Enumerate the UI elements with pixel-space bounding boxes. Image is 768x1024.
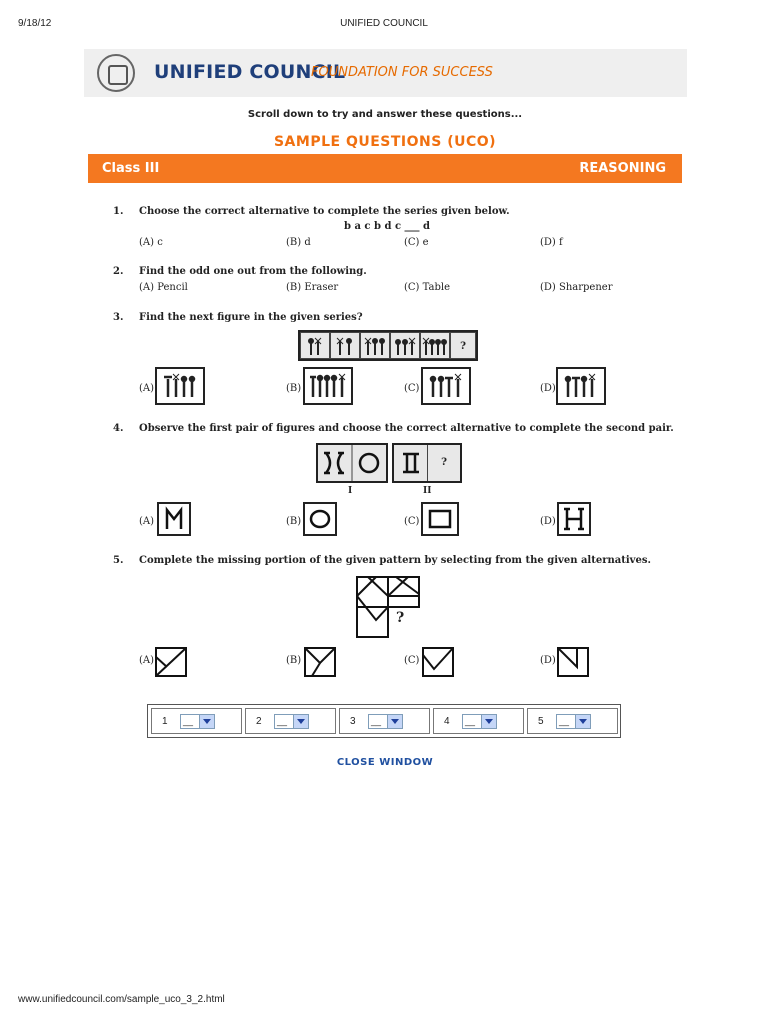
series-figure-4	[390, 332, 420, 359]
pins-figure-icon	[305, 369, 351, 403]
option-c: (C)	[404, 383, 420, 394]
figure-series	[298, 330, 478, 361]
answer-number: 3	[350, 716, 356, 727]
option-d: (D)	[540, 655, 556, 666]
option-d: (D)	[540, 516, 556, 527]
pair-figure-icon	[559, 504, 589, 534]
pair-figure-icon	[318, 445, 386, 481]
option-d: (D) f	[540, 237, 563, 248]
question-number: 2.	[113, 266, 124, 277]
pattern-question-mark: ?	[396, 610, 405, 626]
pattern-piece-icon	[557, 647, 589, 677]
pins-figure-icon	[331, 333, 359, 358]
question-text: Observe the first pair of figures and choose the correct alternative to complete the second pair.	[139, 423, 674, 434]
option-c: (C) Table	[404, 282, 451, 293]
question-number: 1.	[113, 206, 124, 217]
answer-number: 5	[538, 716, 544, 727]
option-c-figure	[422, 647, 454, 677]
pair-figure-icon	[423, 504, 457, 534]
pair-question-mark: ?	[441, 457, 447, 468]
answer-table	[147, 704, 621, 738]
print-date: 9/18/12	[18, 18, 52, 29]
answer-select-3[interactable]	[368, 714, 403, 729]
series-question-mark: ?	[450, 332, 476, 359]
chevron-down-icon[interactable]	[293, 715, 308, 728]
question-text: Complete the missing portion of the given pattern by selecting from the given alternatives.	[139, 555, 651, 566]
option-a-figure	[157, 502, 191, 536]
question-number: 5.	[113, 555, 124, 566]
option-c: (C)	[404, 516, 420, 527]
option-a: (A)	[139, 655, 155, 666]
option-a-figure	[155, 367, 205, 405]
chevron-down-icon[interactable]	[387, 715, 402, 728]
option-d-figure	[557, 647, 589, 677]
series-figure-1	[300, 332, 330, 359]
answer-select-value: __	[465, 716, 476, 726]
answer-cell-2	[245, 708, 336, 734]
option-b: (B)	[286, 383, 302, 394]
option-a: (A)	[139, 516, 155, 527]
chevron-down-icon[interactable]	[575, 715, 590, 728]
org-tagline: FOUNDATION FOR SUCCESS	[311, 65, 493, 80]
option-b-figure	[304, 647, 336, 677]
answer-cell-5	[527, 708, 618, 734]
figure-pair-2	[392, 443, 462, 483]
question-number: 4.	[113, 423, 124, 434]
answer-select-value: __	[371, 716, 382, 726]
option-d-figure	[556, 367, 606, 405]
page-title: SAMPLE QUESTIONS (UCO)	[273, 134, 497, 150]
pins-figure-icon	[301, 333, 329, 358]
answer-cell-4	[433, 708, 524, 734]
option-a: (A)	[139, 383, 155, 394]
series-figure-2	[330, 332, 360, 359]
option-b: (B)	[286, 655, 302, 666]
answer-select-5[interactable]	[556, 714, 591, 729]
answer-number: 2	[256, 716, 262, 727]
chevron-down-icon[interactable]	[481, 715, 496, 728]
option-a-figure	[155, 647, 187, 677]
option-d: (D) Sharpener	[540, 282, 613, 293]
option-c-figure	[421, 367, 471, 405]
series-figure-5	[420, 332, 450, 359]
option-a: (A) c	[139, 237, 163, 248]
answer-select-1[interactable]	[180, 714, 215, 729]
answer-cell-3	[339, 708, 430, 734]
class-bar	[88, 154, 682, 183]
answer-cell-1	[151, 708, 242, 734]
option-c: (C)	[404, 655, 420, 666]
pair-figure-icon	[305, 504, 335, 534]
answer-select-value: __	[183, 716, 194, 726]
pins-figure-icon	[391, 333, 419, 358]
option-b: (B)	[286, 516, 302, 527]
pattern-piece-icon	[422, 647, 454, 677]
pair-label-1: I	[348, 486, 353, 496]
question-text: Find the odd one out from the following.	[139, 266, 367, 277]
pair-figure-icon	[394, 445, 428, 481]
answer-select-4[interactable]	[462, 714, 497, 729]
chevron-down-icon[interactable]	[199, 715, 214, 728]
question-number: 3.	[113, 312, 124, 323]
answer-number: 1	[162, 716, 168, 727]
question-text: Choose the correct alternative to complete the series given below.	[139, 206, 510, 217]
pair-figure-icon	[159, 504, 189, 534]
pattern-piece-icon	[304, 647, 336, 677]
class-label: Class III	[102, 161, 160, 176]
pins-figure-icon	[423, 369, 469, 403]
subject-label: REASONING	[579, 161, 666, 176]
pins-figure-icon	[421, 333, 449, 358]
option-c-figure	[421, 502, 459, 536]
option-b: (B) Eraser	[286, 282, 339, 293]
pattern-piece-icon	[155, 647, 187, 677]
pins-figure-icon	[157, 369, 203, 403]
scroll-note: Scroll down to try and answer these questions...	[247, 109, 523, 120]
series-figure-3	[360, 332, 390, 359]
option-c: (C) e	[404, 237, 429, 248]
answer-select-2[interactable]	[274, 714, 309, 729]
pattern-icon	[356, 576, 420, 638]
figure-pair-1	[316, 443, 388, 483]
option-b-figure	[303, 367, 353, 405]
print-title: UNIFIED COUNCIL	[340, 18, 428, 29]
close-window-link[interactable]: CLOSE WINDOW	[336, 757, 434, 768]
pins-figure-icon	[558, 369, 604, 403]
footer-url: www.unifiedcouncil.com/sample_uco_3_2.html	[18, 994, 225, 1005]
option-d: (D)	[540, 383, 556, 394]
seal-icon	[97, 54, 135, 92]
answer-select-value: __	[559, 716, 570, 726]
answer-select-value: __	[277, 716, 288, 726]
pair-label-2: II	[423, 486, 432, 496]
pins-figure-icon	[361, 333, 389, 358]
option-b-figure	[303, 502, 337, 536]
option-d-figure	[557, 502, 591, 536]
option-b: (B) d	[286, 237, 311, 248]
letter-series: b a c b d c ___ d	[344, 221, 430, 232]
option-a: (A) Pencil	[139, 282, 188, 293]
pattern-figure	[356, 576, 420, 638]
question-text: Find the next figure in the given series?	[139, 312, 363, 323]
org-name: UNIFIED COUNCIL	[154, 61, 346, 83]
site-banner	[84, 49, 687, 97]
answer-number: 4	[444, 716, 450, 727]
